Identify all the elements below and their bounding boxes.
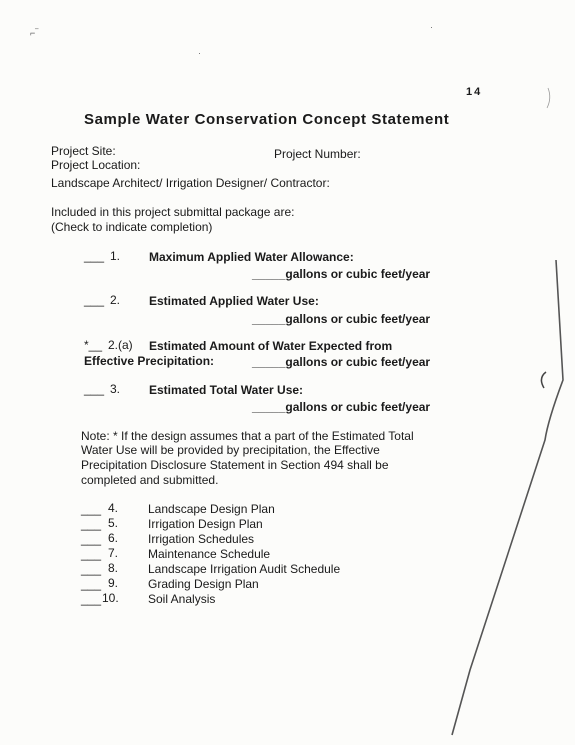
- checklist-blank[interactable]: ___: [81, 517, 102, 531]
- checklist-number: 5.: [108, 516, 119, 530]
- item-number: 3.: [110, 382, 121, 396]
- item-label: Maximum Applied Water Allowance:: [149, 250, 354, 264]
- checklist-blank[interactable]: ___: [81, 547, 102, 561]
- item-units: _____gallons or cubic feet/year: [252, 267, 431, 281]
- item-number: 1.: [110, 249, 121, 263]
- note-line-1: Note: * If the design assumes that a part of the Estimated Total: [81, 429, 414, 443]
- item-label: Estimated Applied Water Use:: [149, 294, 319, 308]
- document-title: Sample Water Conservation Concept Statement: [84, 111, 450, 128]
- page-number: 14: [466, 86, 483, 98]
- item-units: _____gallons or cubic feet/year: [252, 312, 431, 326]
- intro-line-2: (Check to indicate completion): [51, 220, 213, 234]
- item-units: _____gallons or cubic feet/year: [252, 355, 431, 369]
- checklist-number: 4.: [108, 501, 119, 515]
- note-line-3: Precipitation Disclosure Statement in Section 494 shall be: [81, 458, 389, 472]
- item-units: _____gallons or cubic feet/year: [252, 400, 431, 414]
- scan-artifact: ·: [198, 48, 201, 58]
- scan-artifact: ·: [430, 22, 433, 32]
- item-blank[interactable]: *__: [84, 338, 103, 352]
- item-blank[interactable]: ___: [84, 382, 105, 396]
- checklist-label: Grading Design Plan: [148, 577, 259, 591]
- item-number: 2.(a): [108, 338, 133, 352]
- project-number-label: Project Number:: [274, 147, 361, 161]
- note-line-2: Water Use will be provided by precipitation, the Effective: [81, 443, 380, 457]
- item-number: 2.: [110, 293, 121, 307]
- checklist-number: 9.: [108, 576, 119, 590]
- checklist-blank[interactable]: ___: [81, 577, 102, 591]
- item-label: Estimated Amount of Water Expected from: [149, 339, 393, 353]
- checklist-number: 7.: [108, 546, 119, 560]
- designer-label: Landscape Architect/ Irrigation Designer/ Contractor:: [51, 176, 330, 190]
- scan-artifact: ⌐‾: [30, 28, 39, 38]
- checklist-label: Irrigation Design Plan: [148, 517, 263, 531]
- item-blank[interactable]: ___: [84, 249, 105, 263]
- note-line-4: completed and submitted.: [81, 473, 219, 487]
- item-label: Estimated Total Water Use:: [149, 383, 304, 397]
- checklist-label: Landscape Design Plan: [148, 502, 275, 516]
- checklist-label: Irrigation Schedules: [148, 532, 255, 546]
- checklist-label: Soil Analysis: [148, 592, 216, 606]
- item-label-continued: Effective Precipitation:: [84, 354, 215, 368]
- checklist-blank[interactable]: ___: [81, 502, 102, 516]
- project-location-label: Project Location:: [51, 158, 141, 172]
- checklist-number: 6.: [108, 531, 119, 545]
- checklist-number: 8.: [108, 561, 119, 575]
- checklist-blank[interactable]: ___: [81, 592, 102, 606]
- checklist-number: 10.: [102, 591, 119, 605]
- item-blank[interactable]: ___: [84, 293, 105, 307]
- checklist-label: Maintenance Schedule: [148, 547, 271, 561]
- checklist-label: Landscape Irrigation Audit Schedule: [148, 562, 341, 576]
- checklist-blank[interactable]: ___: [81, 532, 102, 546]
- project-site-label: Project Site:: [51, 144, 116, 158]
- intro-line-1: Included in this project submittal package are:: [51, 205, 295, 219]
- checklist-blank[interactable]: ___: [81, 562, 102, 576]
